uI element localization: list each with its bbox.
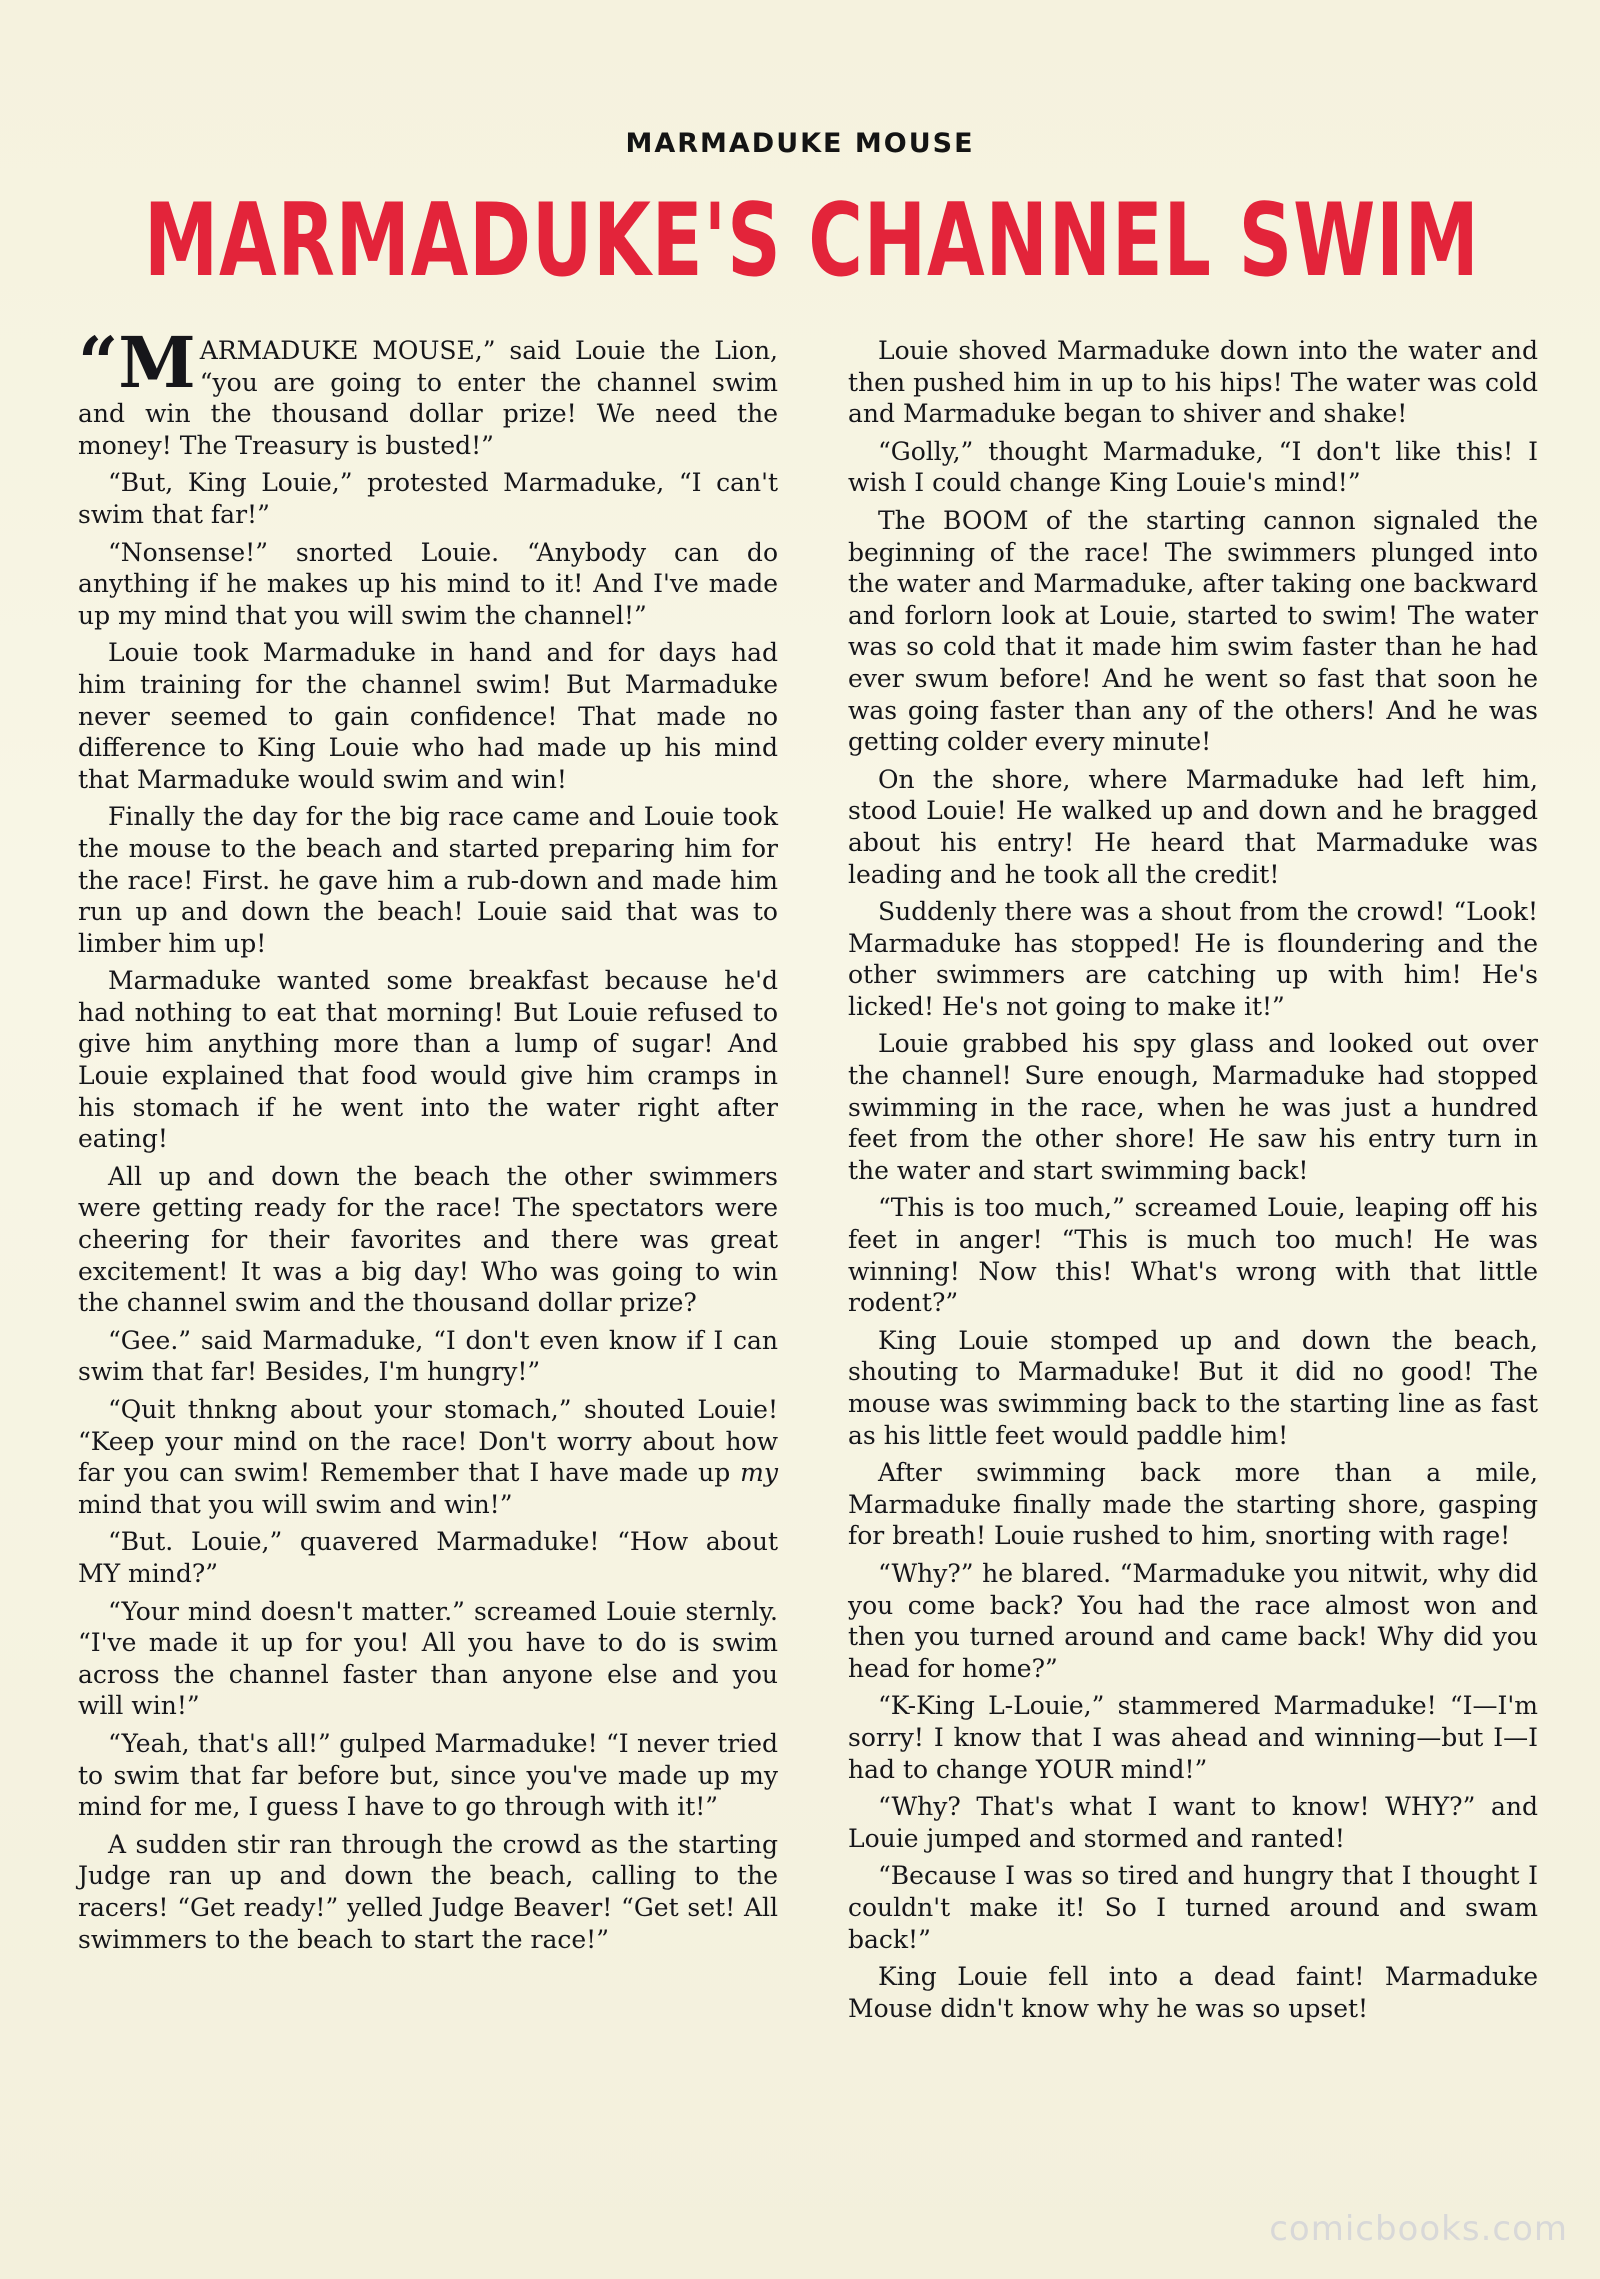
paragraph: “Because I was so tired and hungry that I thought I couldn't make it! So I turned around and swam back!” (848, 1861, 1538, 1954)
paragraph: “This is too much,” screamed Louie, leaping off his feet in anger! “This is much too much! He was winning! Now this! What's wrong with that little rodent?” (848, 1193, 1538, 1318)
paragraph: A sudden stir ran through the crowd as the starting Judge ran up and down the beach, calling to the racers! “Get ready!” yelled Judge Beaver! “Get set! All swimmers to the beach to start the race!” (78, 1829, 778, 1954)
paragraph: On the shore, where Marmaduke had left him, stood Louie! He walked up and down and he bragged about his entry! He heard that Marmaduke was leading and he took all the credit! (848, 764, 1538, 889)
paragraph: “Your mind doesn't matter.” screamed Louie sternly. “I've made it up for you! All you have to do is swim across the channel faster than anyone else and you will win!” (78, 1596, 778, 1721)
drop-cap: “M (78, 321, 196, 404)
paragraph: “Yeah, that's all!” gulped Marmaduke! “I never tried to swim that far before but, since you've made up my mind for me, I guess I have to go through with it!” (78, 1728, 778, 1822)
paragraph: Finally the day for the big race came and Louie took the mouse to the beach and started preparing him for the race! First. he gave him a rub-down and made him run up and down the beach! Louie said that was to limber him up! (78, 802, 778, 958)
left-column (78, 321, 778, 1961)
paragraph: “M ARMADUKE MOUSE,” said Louie the Lion, “you are going to enter the channel swim and win the thousand dollar prize! We need the money! The Treasury is busted!” (78, 321, 778, 460)
series-title: MARMADUKE MOUSE (625, 128, 975, 159)
paragraph: The BOOM of the starting cannon signaled the beginning of the race! The swimmers plunged into the water and Marmaduke, after taking one backward and forlorn look at Louie, started to swim! The water was so cold that it made him swim faster than he had ever swum before! And he went so fast that soon he was going faster than any of the others! And he was getting colder every minute! (848, 505, 1538, 757)
paragraph: “Gee.” said Marmaduke, “I don't even know if I can swim that far! Besides, I'm hungry!” (78, 1325, 778, 1387)
paragraph: “Quit thnkng about your stomach,” shouted Louie! “Keep your mind on the race! Don't worry about how far you can swim! Remember that I have made up my mind that you will swim and win!” (78, 1395, 778, 1519)
paragraph: Marmaduke wanted some breakfast because he'd had nothing to eat that morning! But Louie refused to give him anything more than a lump of sugar! And Louie explained that food would give him cramps in his stomach if he went into the water right after eating! (78, 966, 778, 1154)
emphasis: my (740, 1458, 778, 1488)
right-column (848, 335, 1538, 2030)
paragraph: “Golly,” thought Marmaduke, “I don't like this! I wish I could change King Louie's mind!” (848, 436, 1538, 498)
watermark: comicbooks.com (1269, 2209, 1568, 2249)
story-title: MARMADUKE'S CHANNEL SWIM (144, 181, 1480, 299)
paragraph: “But, King Louie,” protested Marmaduke, “I can't swim that far!” (78, 468, 778, 529)
paragraph: King Louie fell into a dead faint! Marmaduke Mouse didn't know why he was so upset! (848, 1962, 1538, 2023)
paragraph: “Why?” he blared. “Marmaduke you nitwit, why did you come back? You had the race almost won and then you turned around and came back! Why did you head for home?” (848, 1558, 1538, 1683)
paragraph: “But. Louie,” quavered Marmaduke! “How about MY mind?” (78, 1527, 778, 1588)
paragraph: “K-King L-Louie,” stammered Marmaduke! “I—I'm sorry! I know that I was ahead and winning—but I—I had to change YOUR mind!” (848, 1691, 1538, 1784)
paragraph: Louie took Marmaduke in hand and for days had him training for the channel swim! But Marmaduke never seemed to gain confidence! That made no difference to King Louie who had made up his mind that Marmaduke would swim and win! (78, 638, 778, 794)
paragraph: “Nonsense!” snorted Louie. “Anybody can do anything if he makes up his mind to it! And I've made up my mind that you will swim the channel!” (78, 537, 778, 630)
paragraph: “Why? That's what I want to know! WHY?” and Louie jumped and stormed and ranted! (848, 1792, 1538, 1853)
paragraph: Louie grabbed his spy glass and looked out over the channel! Sure enough, Marmaduke had stopped swimming in the race, when he was just a hundred feet from the other shore! He saw his entry turn in the water and start swimming back! (848, 1029, 1538, 1185)
paragraph: Suddenly there was a shout from the crowd! “Look! Marmaduke has stopped! He is floundering and the other swimmers are catching up with him! He's licked! He's not going to make it!” (848, 897, 1538, 1021)
paragraph: After swimming back more than a mile, Marmaduke finally made the starting shore, gasping for breath! Louie rushed to him, snorting with rage! (848, 1458, 1538, 1551)
paragraph: Louie shoved Marmaduke down into the water and then pushed him in up to his hips! The water was cold and Marmaduke began to shiver and shake! (848, 336, 1538, 429)
paragraph: King Louie stomped up and down the beach, shouting to Marmaduke! But it did no good! The mouse was swimming back to the starting line as fast as his little feet would paddle him! (848, 1325, 1538, 1450)
paragraph: All up and down the beach the other swimmers were getting ready for the race! The spectators were cheering for their favorites and there was great excitement! It was a big day! Who was going to win the channel swim and the thousand dollar prize? (78, 1161, 778, 1318)
